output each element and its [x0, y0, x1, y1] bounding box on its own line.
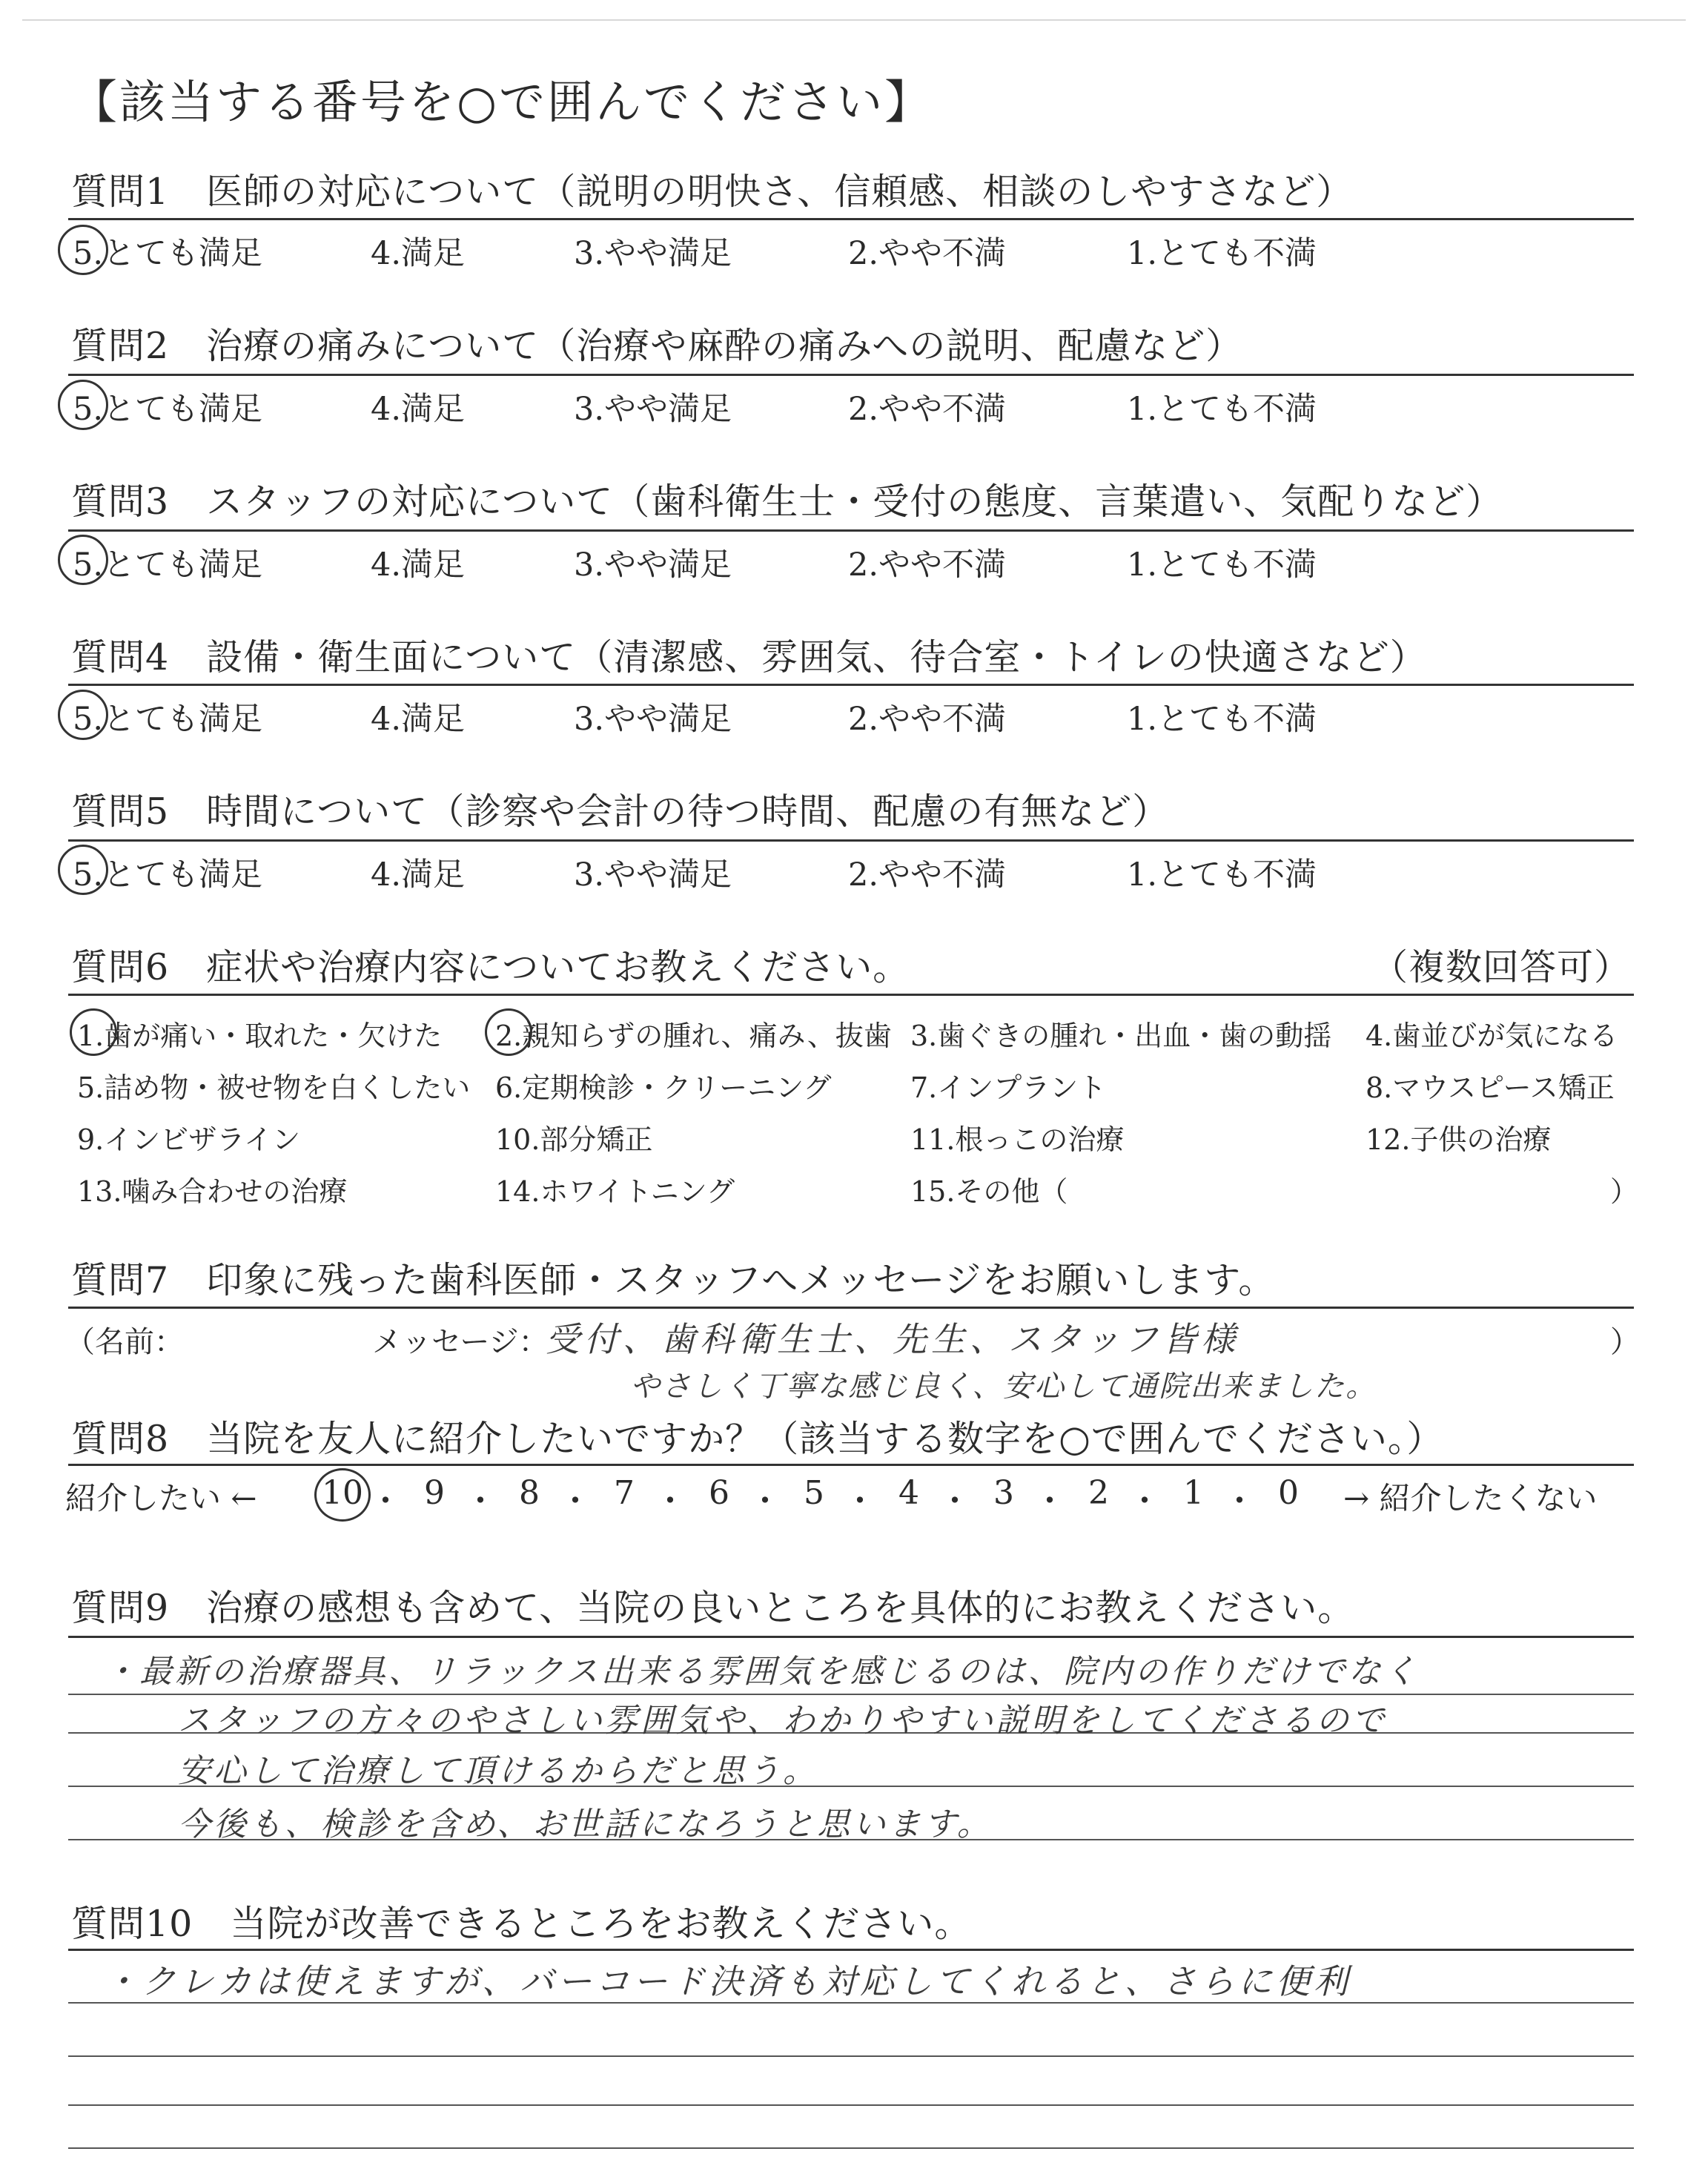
q3-option-1[interactable]: 1.とても不満: [1127, 546, 1317, 584]
q5-title: 質問5 時間について（診察や会計の待つ時間、配慮の有無など）: [71, 790, 1170, 833]
q8-scale-value-8[interactable]: 8: [519, 1474, 540, 1512]
q7-rule-top: [68, 1307, 1634, 1309]
q8-scale-dot: ・: [939, 1482, 971, 1520]
q8-scale-dot: ・: [1033, 1482, 1066, 1520]
q3-option-3[interactable]: 3.やや満足: [574, 546, 732, 584]
q9-handwritten-line-1: ・最新の治療器具、リラックス出来る雰囲気を感じるのは、院内の作りだけでなく: [104, 1653, 1420, 1691]
q1-title: 質問1 医師の対応について（説明の明快さ、信頼感、相談のしやすさなど）: [71, 171, 1354, 213]
q8-left-label: 紹介したい ←: [65, 1480, 257, 1516]
q9-rule-0: [68, 1636, 1634, 1638]
q10-rule-2: [68, 2055, 1634, 2057]
q3-option-2[interactable]: 2.やや不満: [848, 546, 1007, 584]
q8-scale-value-10[interactable]: 10: [322, 1474, 363, 1512]
q8-scale-value-1[interactable]: 1: [1183, 1474, 1204, 1512]
q2-title: 質問2 治療の痛みについて（治療や麻酔の痛みへの説明、配慮など）: [71, 325, 1243, 367]
q9-title: 質問9 治療の感想も含めて、当院の良いところを具体的にお教えください。: [71, 1587, 1355, 1629]
q6-option-7[interactable]: 7.インプラント: [910, 1071, 1107, 1104]
q3-option-5[interactable]: 5.とても満足: [73, 546, 263, 584]
q6-option-3[interactable]: 3.歯ぐきの腫れ・出血・歯の動揺: [910, 1020, 1332, 1052]
q4-option-1[interactable]: 1.とても不満: [1127, 701, 1317, 738]
q8-scale-value-0[interactable]: 0: [1278, 1474, 1299, 1512]
q10-handwritten-line-1: ・クレカは使えますが、バーコード決済も対応してくれると、さらに便利: [104, 1961, 1351, 2001]
q6-title: 質問6 症状や治療内容についてお教えください。: [71, 946, 910, 988]
q8-scale-value-5[interactable]: 5: [804, 1474, 824, 1512]
q8-scale-dot: ・: [1128, 1482, 1161, 1520]
q6-option-4[interactable]: 4.歯並びが気になる: [1366, 1020, 1618, 1052]
q5-option-3[interactable]: 3.やや満足: [574, 856, 732, 894]
q2-option-5[interactable]: 5.とても満足: [73, 391, 263, 428]
q8-scale-value-9[interactable]: 9: [424, 1474, 445, 1512]
q1-option-1[interactable]: 1.とても不満: [1127, 235, 1317, 272]
q9-handwritten-line-3: 安心して治療して頂けるからだと思う。: [178, 1752, 818, 1790]
q6-option-12[interactable]: 12.子供の治療: [1366, 1123, 1552, 1156]
page-heading: 【該当する番号を○で囲んでください】: [71, 75, 933, 129]
q2-option-3[interactable]: 3.やや満足: [574, 391, 732, 428]
q6-option-2[interactable]: 2.親知らずの腫れ、痛み、抜歯: [495, 1020, 892, 1052]
q8-scale-value-4[interactable]: 4: [898, 1474, 919, 1512]
q1-option-2[interactable]: 2.やや不満: [848, 235, 1007, 272]
q7-handwritten-line-1: 受付、歯科衛生士、先生、スタッフ皆様: [546, 1319, 1239, 1359]
q4-option-2[interactable]: 2.やや不満: [848, 701, 1007, 738]
q4-rule: [68, 684, 1634, 686]
q8-scale-dot: ・: [369, 1482, 402, 1520]
q10-rule-0: [68, 1949, 1634, 1951]
q7-message-label: メッセージ：: [372, 1325, 549, 1359]
q10-rule-3: [68, 2104, 1634, 2106]
q8-scale-value-6[interactable]: 6: [709, 1474, 729, 1512]
q1-option-5[interactable]: 5.とても満足: [73, 235, 263, 272]
q6-option-13[interactable]: 13.噛み合わせの治療: [77, 1175, 348, 1208]
q6-option-8[interactable]: 8.マウスピース矯正: [1366, 1071, 1615, 1104]
q5-option-1[interactable]: 1.とても不満: [1127, 856, 1317, 894]
q6-option-1[interactable]: 1.歯が痛い・取れた・欠けた: [77, 1020, 443, 1052]
q8-scale-dot: ・: [654, 1482, 686, 1520]
q8-scale-value-2[interactable]: 2: [1088, 1474, 1109, 1512]
q10-rule-4: [68, 2147, 1634, 2149]
q6-option-10[interactable]: 10.部分矯正: [495, 1123, 653, 1156]
q2-rule: [68, 374, 1634, 376]
q8-scale-dot: ・: [844, 1482, 876, 1520]
q5-option-4[interactable]: 4.満足: [371, 856, 466, 894]
q7-name-label: （名前：: [65, 1325, 184, 1359]
q9-handwritten-line-4: 今後も、検診を含め、お世話になろうと思います。: [178, 1806, 993, 1843]
q6-option-11[interactable]: 11.根っこの治療: [910, 1123, 1125, 1156]
scan-edge-line: [22, 19, 1686, 21]
q8-scale-dot: ・: [559, 1482, 592, 1520]
q5-rule: [68, 839, 1634, 842]
q8-title: 質問8 当院を友人に紹介したいですか？（該当する数字を○で囲んでください。）: [71, 1418, 1444, 1460]
q4-option-3[interactable]: 3.やや満足: [574, 701, 732, 738]
q6-option-9[interactable]: 9.インビザライン: [77, 1123, 301, 1156]
q7-title: 質問7 印象に残った歯科医師・スタッフへメッセージをお願いします。: [71, 1259, 1276, 1301]
q4-title: 質問4 設備・衛生面について（清潔感、雰囲気、待合室・トイレの快適さなど）: [71, 636, 1427, 678]
q1-rule: [68, 218, 1634, 220]
q8-rule: [68, 1464, 1634, 1466]
q6-other-close-paren: ）: [1610, 1175, 1639, 1208]
q2-option-2[interactable]: 2.やや不満: [848, 391, 1007, 428]
q8-scale-dot: ・: [749, 1482, 781, 1520]
q8-scale-dot: ・: [464, 1482, 497, 1520]
q10-title: 質問10 当院が改善できるところをお教えください。: [71, 1903, 972, 1945]
q3-title: 質問3 スタッフの対応について（歯科衛生士・受付の態度、言葉遣い、気配りなど）: [71, 480, 1503, 523]
q4-option-4[interactable]: 4.満足: [371, 701, 466, 738]
q8-scale-value-7[interactable]: 7: [614, 1474, 635, 1512]
q2-option-4[interactable]: 4.満足: [371, 391, 466, 428]
q7-close-paren: ）: [1610, 1325, 1640, 1359]
q9-handwritten-line-2: スタッフの方々のやさしい雰囲気や、わかりやすい説明をしてくださるので: [178, 1702, 1388, 1740]
q6-option-15[interactable]: 15.その他（: [910, 1175, 1068, 1208]
q3-rule: [68, 529, 1634, 532]
q6-option-14[interactable]: 14.ホワイトニング: [495, 1175, 735, 1208]
q4-option-5[interactable]: 5.とても満足: [73, 701, 263, 738]
q1-option-3[interactable]: 3.やや満足: [574, 235, 732, 272]
q6-option-5[interactable]: 5.詰め物・被せ物を白くしたい: [77, 1071, 471, 1104]
q3-option-4[interactable]: 4.満足: [371, 546, 466, 584]
q8-right-label: → 紹介したくない: [1343, 1480, 1598, 1516]
q2-option-1[interactable]: 1.とても不満: [1127, 391, 1317, 428]
q5-option-5[interactable]: 5.とても満足: [73, 856, 263, 894]
q6-option-6[interactable]: 6.定期検診・クリーニング: [495, 1071, 832, 1104]
q8-scale-dot: ・: [1223, 1482, 1256, 1520]
q7-handwritten-line-2: やさしく丁寧な感じ良く、安心して通院出来ました。: [630, 1370, 1377, 1404]
q6-rule: [68, 994, 1634, 996]
q5-option-2[interactable]: 2.やや不満: [848, 856, 1007, 894]
q6-note: （複数回答可）: [1371, 946, 1632, 988]
q8-scale-value-3[interactable]: 3: [993, 1474, 1014, 1512]
q1-option-4[interactable]: 4.満足: [371, 235, 466, 272]
